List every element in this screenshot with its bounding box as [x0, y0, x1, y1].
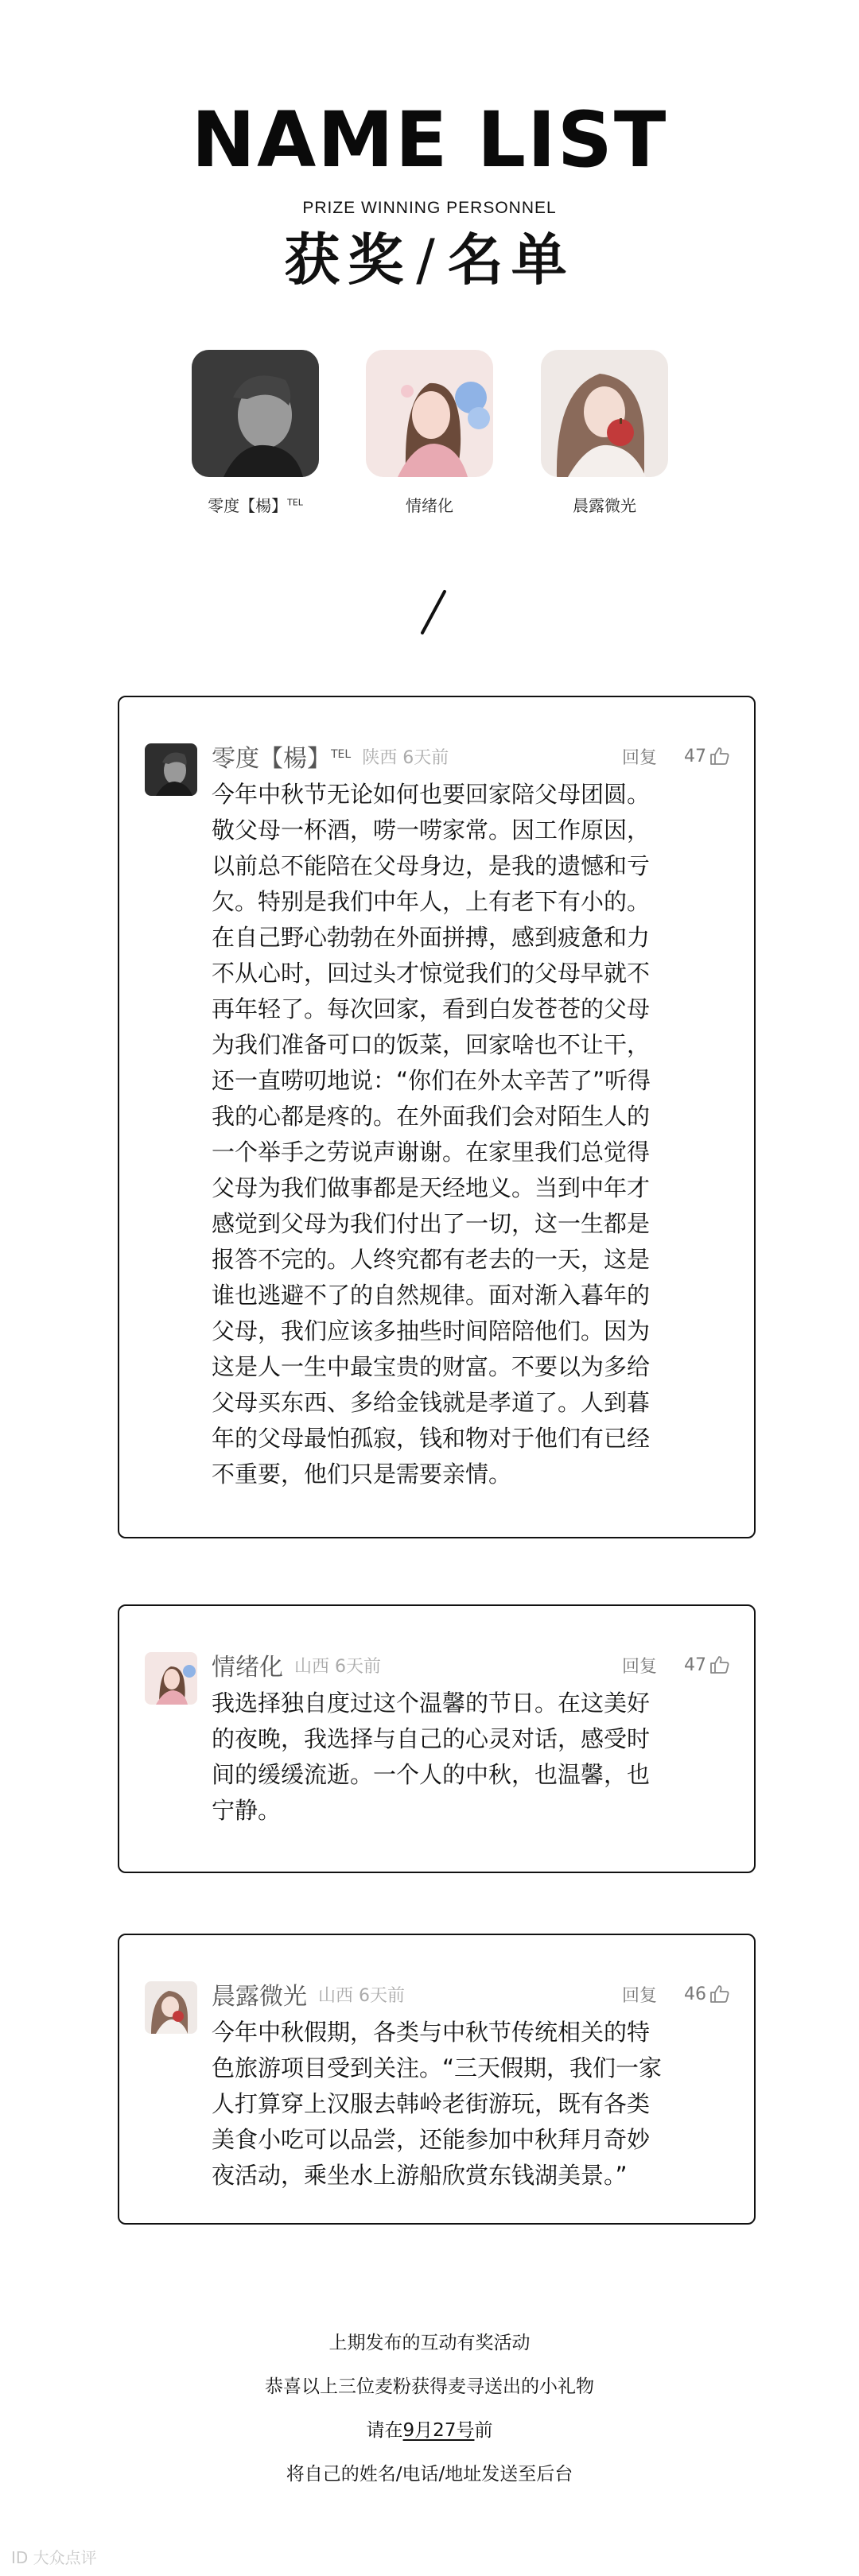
thumbs-up-icon [709, 1655, 730, 1674]
comment-line: 人打算穿上汉服去韩岭老街游玩，既有各类 [212, 2090, 651, 2117]
comment-line: 夜活动，乘坐水上游船欣赏东钱湖美景。” [212, 2162, 628, 2189]
comment-body [212, 777, 711, 1492]
comment-line: 不从心时，回过头才惊觉我们的父母早就不 [212, 960, 651, 987]
thumbs-up-icon [709, 747, 730, 766]
reply-button[interactable]: 回复 [621, 1656, 657, 1677]
comment-line: 今年中秋假期，各类与中秋节传统相关的特 [212, 2019, 651, 2046]
like-button[interactable] [684, 747, 730, 766]
footer-line-4: 将自己的姓名/电话/地址发送至后台 [286, 2464, 573, 2485]
winner-name: 零度【楊】$^{TEL}$ [208, 496, 303, 515]
reply-button[interactable]: 回复 [621, 1985, 657, 2006]
winner-item[interactable] [362, 350, 497, 516]
footer-line-2: 恭喜以上三位麦粉获得麦寻送出的小礼物 [265, 2376, 594, 2397]
page-title-cn [0, 227, 859, 293]
comment-line: 还一直唠叨地说：“你们在外太辛苦了”听得 [212, 1067, 651, 1094]
comment-line: 年的父母最怕孤寂，钱和物对于他们有已经 [212, 1425, 651, 1452]
thumbs-up-icon [709, 1984, 730, 2004]
comment-line: 感觉到父母为我们付出了一切，这一生都是 [212, 1210, 651, 1237]
comment-line: 欠。特别是我们中年人，上有老下有小的。 [212, 888, 651, 915]
comment-body [212, 2015, 711, 2194]
like-count: 47 [684, 746, 706, 766]
slash-divider-icon [418, 588, 449, 639]
woman-apple-portrait-avatar[interactable] [541, 350, 668, 477]
commenter-name: 零度【楊】$^{TEL}$ [212, 745, 352, 773]
deadline-date: 9月27号 [402, 2420, 475, 2441]
watermark: ID 大众点评 [11, 2548, 97, 2567]
user-avatar[interactable] [145, 1652, 197, 1705]
user-avatar[interactable] [145, 1981, 197, 2034]
comment-body [212, 1686, 711, 1829]
tel-tag: TEL [331, 748, 352, 761]
comment-header [212, 742, 730, 773]
commenter-name: 晨露微光 [212, 1983, 307, 2011]
comment-line: 间的缓缓流逝。一个人的中秋，也温馨，也 [212, 1761, 651, 1788]
page-title-en: NAME LIST [191, 95, 668, 184]
comment-line: 我选择独自度过这个温馨的节日。在这美好 [212, 1690, 651, 1717]
comment-line: 不重要，他们只是需要亲情。 [212, 1461, 512, 1488]
man-portrait-avatar[interactable] [192, 350, 319, 477]
tel-tag: TEL [287, 497, 303, 508]
footer-line-1: 上期发布的互动有奖活动 [328, 2333, 531, 2353]
comment-location-time: 山西 6天前 [318, 1985, 405, 2006]
comment-line: 敬父母一杯酒，唠一唠家常。因工作原因， [212, 817, 651, 844]
title-cn-separator: / [416, 227, 443, 293]
reply-button[interactable]: 回复 [621, 747, 657, 768]
comment-line: 父母买东西、多给金钱就是孝道了。人到暮 [212, 1389, 651, 1416]
comment-line: 以前总不能陪在父母身边，是我的遗憾和亏 [212, 852, 651, 879]
comment-line: 父母为我们做事都是天经地义。当到中年才 [212, 1174, 651, 1201]
comment-line: 报答不完的。人终究都有老去的一天，这是 [212, 1246, 651, 1273]
comment-line: 色旅游项目受到关注。“三天假期，我们一家 [212, 2054, 663, 2081]
winner-item[interactable] [537, 350, 672, 516]
comment-line: 今年中秋节无论如何也要回家陪父母团圆。 [212, 781, 651, 808]
comment-line: 为我们准备可口的饭菜，回家啥也不让干， [212, 1031, 651, 1058]
user-avatar[interactable] [145, 743, 197, 796]
comment-line: 我的心都是疼的。在外面我们会对陌生人的 [212, 1103, 651, 1130]
winner-list [0, 350, 859, 525]
comment-line: 在自己野心勃勃在外面拼搏，感到疲惫和力 [212, 924, 651, 951]
like-count: 46 [684, 1984, 706, 2004]
comment-card [118, 696, 756, 1538]
comment-line: 父母，我们应该多抽些时间陪陪他们。因为 [212, 1317, 651, 1344]
comment-header [212, 1980, 730, 2011]
winner-name: 晨露微光 [573, 496, 636, 515]
comment-header [212, 1651, 730, 1682]
comment-line: 这是人一生中最宝贵的财富。不要以为多给 [212, 1353, 651, 1380]
comment-line: 再年轻了。每次回家，看到白发苍苍的父母 [212, 995, 651, 1022]
woman-pink-portrait-avatar[interactable] [366, 350, 493, 477]
like-button[interactable] [684, 1984, 730, 2004]
commenter-name: 情绪化 [212, 1654, 283, 1682]
title-cn-right: 名单 [447, 227, 575, 293]
comment-location-time: 陕西 6天前 [362, 747, 449, 768]
comment-location-time: 山西 6天前 [294, 1656, 381, 1677]
page-subtitle: PRIZE WINNING PERSONNEL [302, 199, 557, 217]
like-button[interactable] [684, 1655, 730, 1675]
footer-line-3: 请在9月27号前 [366, 2420, 493, 2441]
comment-line: 的夜晚，我选择与自己的心灵对话，感受时 [212, 1725, 651, 1752]
comment-line: 宁静。 [212, 1797, 282, 1824]
comment-line: 美食小吃可以品尝，还能参加中秋拜月奇妙 [212, 2126, 651, 2153]
like-count: 47 [684, 1655, 706, 1675]
winner-name: 情绪化 [406, 496, 453, 515]
comment-card [118, 1934, 756, 2225]
title-cn-left: 获奖 [284, 227, 412, 293]
comment-line: 谁也逃避不了的自然规律。面对渐入暮年的 [212, 1282, 651, 1309]
comment-line: 一个举手之劳说声谢谢。在家里我们总觉得 [212, 1139, 651, 1166]
winner-item[interactable] [188, 350, 323, 516]
comment-card [118, 1604, 756, 1873]
